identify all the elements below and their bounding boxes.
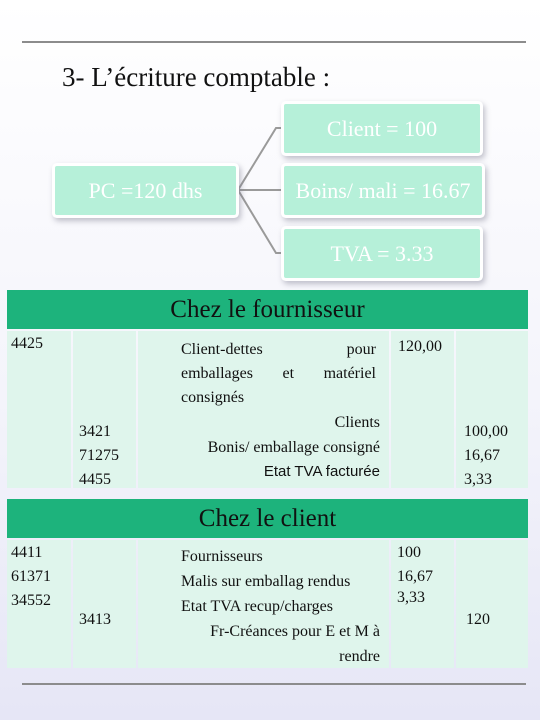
supplier-debit-label: consignés [181,389,245,406]
client-entry-label: rendre [339,648,380,665]
bottom-rule [22,683,526,685]
client-debit-amount: 3,33 [397,589,425,606]
client-debit-account: 34552 [11,592,51,609]
client-credit-amount-cell [456,540,528,668]
client-debit-amount: 16,67 [397,568,433,585]
diagram-target-tva: TVA = 3.33 [284,229,480,278]
supplier-credit-label: Bonis/ emballage consigné [207,439,380,456]
client-debit-account: 4411 [11,544,43,561]
supplier-credit-label: Etat TVA facturée [263,463,380,480]
diagram-target-boni-mali: Boins/ mali = 16.67 [284,166,482,215]
supplier-debit-label: emballages et matériel [181,365,376,382]
client-heading: Chez le client [7,499,528,538]
diagram-target-client: Client = 100 [284,104,480,153]
supplier-credit-amount: 3,33 [464,471,492,488]
client-entry-label: Fournisseurs [181,548,263,565]
client-entry-label: Malis sur emballag rendus [181,573,351,590]
client-entry-label: Fr-Créances pour E et M à [210,623,380,640]
diagram-source-box: PC =120 dhs [55,166,236,215]
supplier-debit-amount: 120,00 [398,338,442,355]
supplier-credit-account: 3421 [79,423,111,440]
client-entry-label: Etat TVA recup/charges [181,598,333,615]
supplier-credit-amount: 100,00 [464,423,508,440]
supplier-debit-label: Client-dettes pour [181,341,376,358]
supplier-credit-label: Clients [334,414,380,431]
supplier-debit-account: 4425 [11,335,43,352]
client-credit-amount: 120 [466,611,490,628]
supplier-credit-amount: 16,67 [464,447,500,464]
page-title: 3- L’écriture comptable : [62,62,331,92]
client-credit-account: 3413 [79,611,111,628]
client-debit-account: 61371 [11,568,51,585]
supplier-heading: Chez le fournisseur [7,290,528,329]
client-credit-account-cell [73,540,136,668]
client-debit-amount: 100 [397,544,421,561]
supplier-credit-account: 4455 [79,471,111,488]
supplier-credit-account: 71275 [79,447,119,464]
